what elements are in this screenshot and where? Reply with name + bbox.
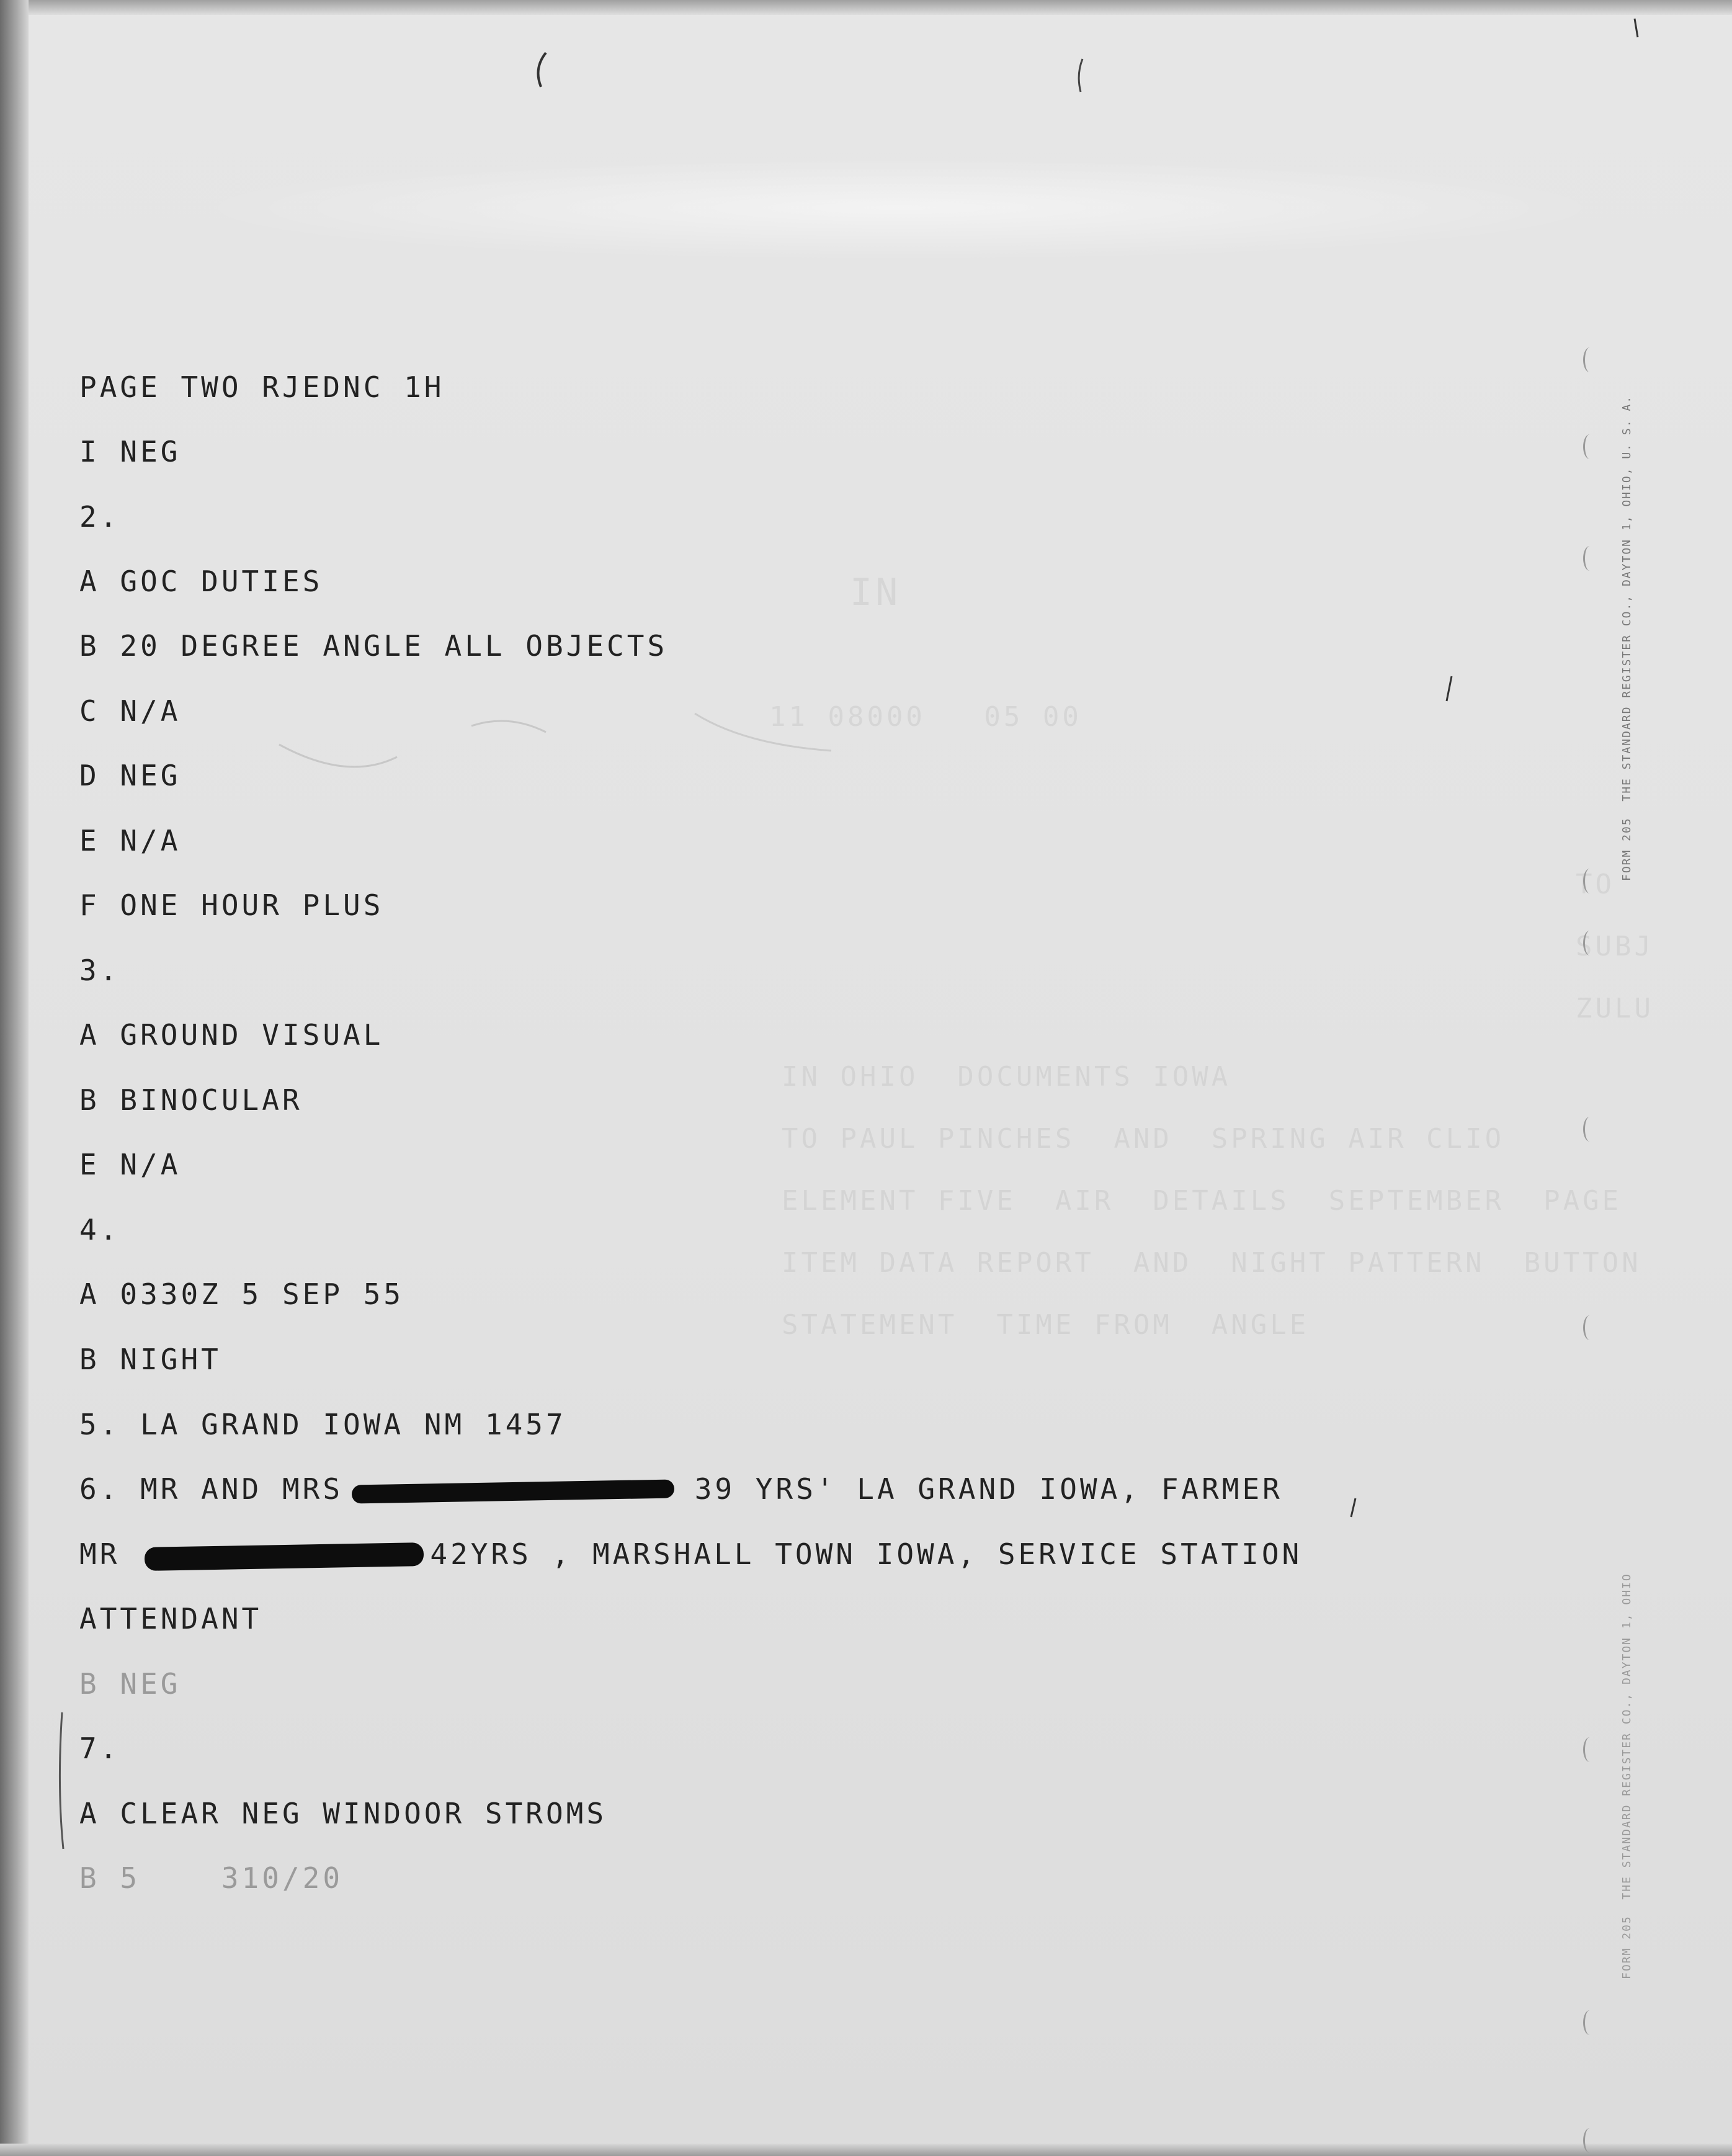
ghost-text: IN bbox=[850, 571, 901, 614]
text-line: A GROUND VISUAL bbox=[79, 1018, 384, 1052]
ghost-text: IN OHIO DOCUMENTS IOWA bbox=[782, 1061, 1231, 1093]
text-line: 3. bbox=[79, 954, 120, 987]
feed-hole bbox=[1583, 434, 1596, 459]
text-line: C N/A bbox=[79, 694, 181, 728]
text-line: A 0330Z 5 SEP 55 bbox=[79, 1277, 404, 1311]
text-line: 42YRS , MARSHALL TOWN IOWA, SERVICE STATION bbox=[430, 1537, 1303, 1571]
ghost-text: ITEM DATA REPORT AND NIGHT PATTERN BUTTON bbox=[782, 1247, 1641, 1279]
feed-hole bbox=[1583, 347, 1596, 372]
text-line: E N/A bbox=[79, 824, 181, 857]
feed-hole bbox=[1583, 2010, 1596, 2035]
text-line: 5. LA GRAND IOWA NM 1457 bbox=[79, 1408, 566, 1441]
text-line: A GOC DUTIES bbox=[79, 565, 323, 598]
feed-hole bbox=[1583, 1117, 1596, 1142]
text-line: E N/A bbox=[79, 1148, 181, 1181]
text-line: F ONE HOUR PLUS bbox=[79, 888, 384, 922]
feed-hole bbox=[1583, 931, 1596, 955]
ghost-text: TO bbox=[1576, 869, 1615, 900]
text-line: 4. bbox=[79, 1213, 120, 1246]
text-line: 7. bbox=[79, 1732, 120, 1765]
text-line: B BINOCULAR bbox=[79, 1083, 303, 1117]
feed-hole bbox=[1583, 869, 1596, 893]
text-line: ATTENDANT bbox=[79, 1602, 262, 1635]
feed-hole bbox=[1583, 2128, 1596, 2153]
text-line: PAGE TWO RJEDNC 1H bbox=[79, 370, 445, 404]
ghost-text: SUBJ bbox=[1576, 931, 1654, 962]
margin-form-print: FORM 205 THE STANDARD REGISTER CO., DAYTON 1, OHIO, U. S. A. bbox=[1620, 395, 1633, 881]
ghost-text: ELEMENT FIVE AIR DETAILS SEPTEMBER PAGE bbox=[782, 1185, 1622, 1217]
feed-hole bbox=[1583, 1315, 1596, 1340]
ghost-text: TO PAUL PINCHES AND SPRING AIR CLIO bbox=[782, 1123, 1505, 1155]
text-line: A CLEAR NEG WINDOOR STROMS bbox=[79, 1797, 607, 1830]
text-line: I NEG bbox=[79, 435, 181, 468]
text-line: B NEG bbox=[79, 1667, 181, 1701]
ghost-text: ZULU bbox=[1576, 993, 1654, 1024]
feed-hole bbox=[1583, 546, 1596, 571]
ghost-text: 11 08000 05 00 bbox=[769, 701, 1082, 733]
text-line: 2. bbox=[79, 500, 120, 534]
text-line: 6. MR AND MRS bbox=[79, 1472, 344, 1506]
text-line: D NEG bbox=[79, 759, 181, 792]
margin-form-print: FORM 205 THE STANDARD REGISTER CO., DAYTON 1, OHIO bbox=[1620, 1573, 1633, 1979]
text-line: B 20 DEGREE ANGLE ALL OBJECTS bbox=[79, 629, 668, 663]
ghost-text: STATEMENT TIME FROM ANGLE bbox=[782, 1309, 1310, 1341]
feed-hole bbox=[1583, 1737, 1596, 1762]
text-line: B NIGHT bbox=[79, 1343, 221, 1376]
text-line: MR bbox=[79, 1537, 120, 1571]
text-line: 39 YRS' LA GRAND IOWA, FARMER bbox=[674, 1472, 1283, 1506]
text-line: B 5 310/20 bbox=[79, 1861, 344, 1895]
